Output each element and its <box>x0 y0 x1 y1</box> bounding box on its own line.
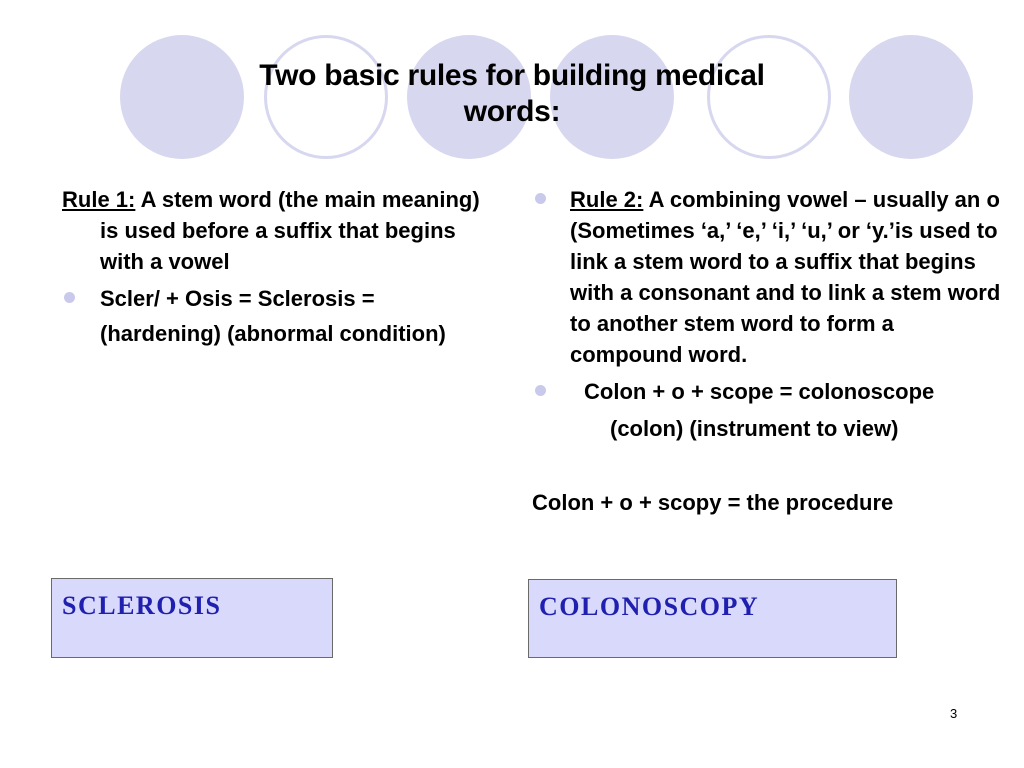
rule-1-label: Rule 1: <box>62 187 136 212</box>
rule-1-text: A stem word (the main meaning) is used before a suffix that begins with a vowel <box>100 187 480 274</box>
bullet-icon <box>64 292 75 303</box>
rule-1-gloss: (hardening) (abnormal condition) <box>100 321 446 346</box>
sclerosis-box <box>51 578 333 658</box>
sclerosis-term: SCLEROSIS <box>62 591 222 620</box>
bullet-icon <box>535 385 546 396</box>
slide-title-line-1: Two basic rules for building medical <box>259 59 765 92</box>
procedure-line: Colon + o + scopy = the procedure <box>532 490 894 515</box>
rule-2-example-text: Colon + o + scope = colonoscope <box>584 379 935 404</box>
decor-circle-4 <box>849 35 973 159</box>
bullet-icon <box>535 193 546 204</box>
colonoscopy-term: COLONOSCOPY <box>539 592 760 621</box>
rule-2-gloss: (colon) (instrument to view) <box>610 416 899 441</box>
rule-1-example <box>62 283 502 314</box>
page-number: 3 <box>950 706 958 721</box>
rule-1-paragraph <box>62 184 502 277</box>
rule-2-paragraph <box>532 184 1002 370</box>
rule-1-example-text: Scler/ + Osis = Sclerosis = <box>100 286 375 311</box>
colonoscopy-box <box>528 579 897 658</box>
slide-title <box>180 58 844 130</box>
slide-title-line-2: words: <box>463 95 561 128</box>
rule-2-text: A combining vowel – usually an o (Sometimes ‘a,’ ‘e,’ ‘i,’ ‘u,’ or ‘y.’is used to link a stem word to a suffix that begins with a consonant and to link a stem word to another stem word to form a compound word. <box>570 187 1001 367</box>
rule-2-example <box>532 376 1002 407</box>
left-column <box>62 184 502 349</box>
right-column <box>532 184 1002 518</box>
rule-2-label: Rule 2: <box>570 187 644 212</box>
